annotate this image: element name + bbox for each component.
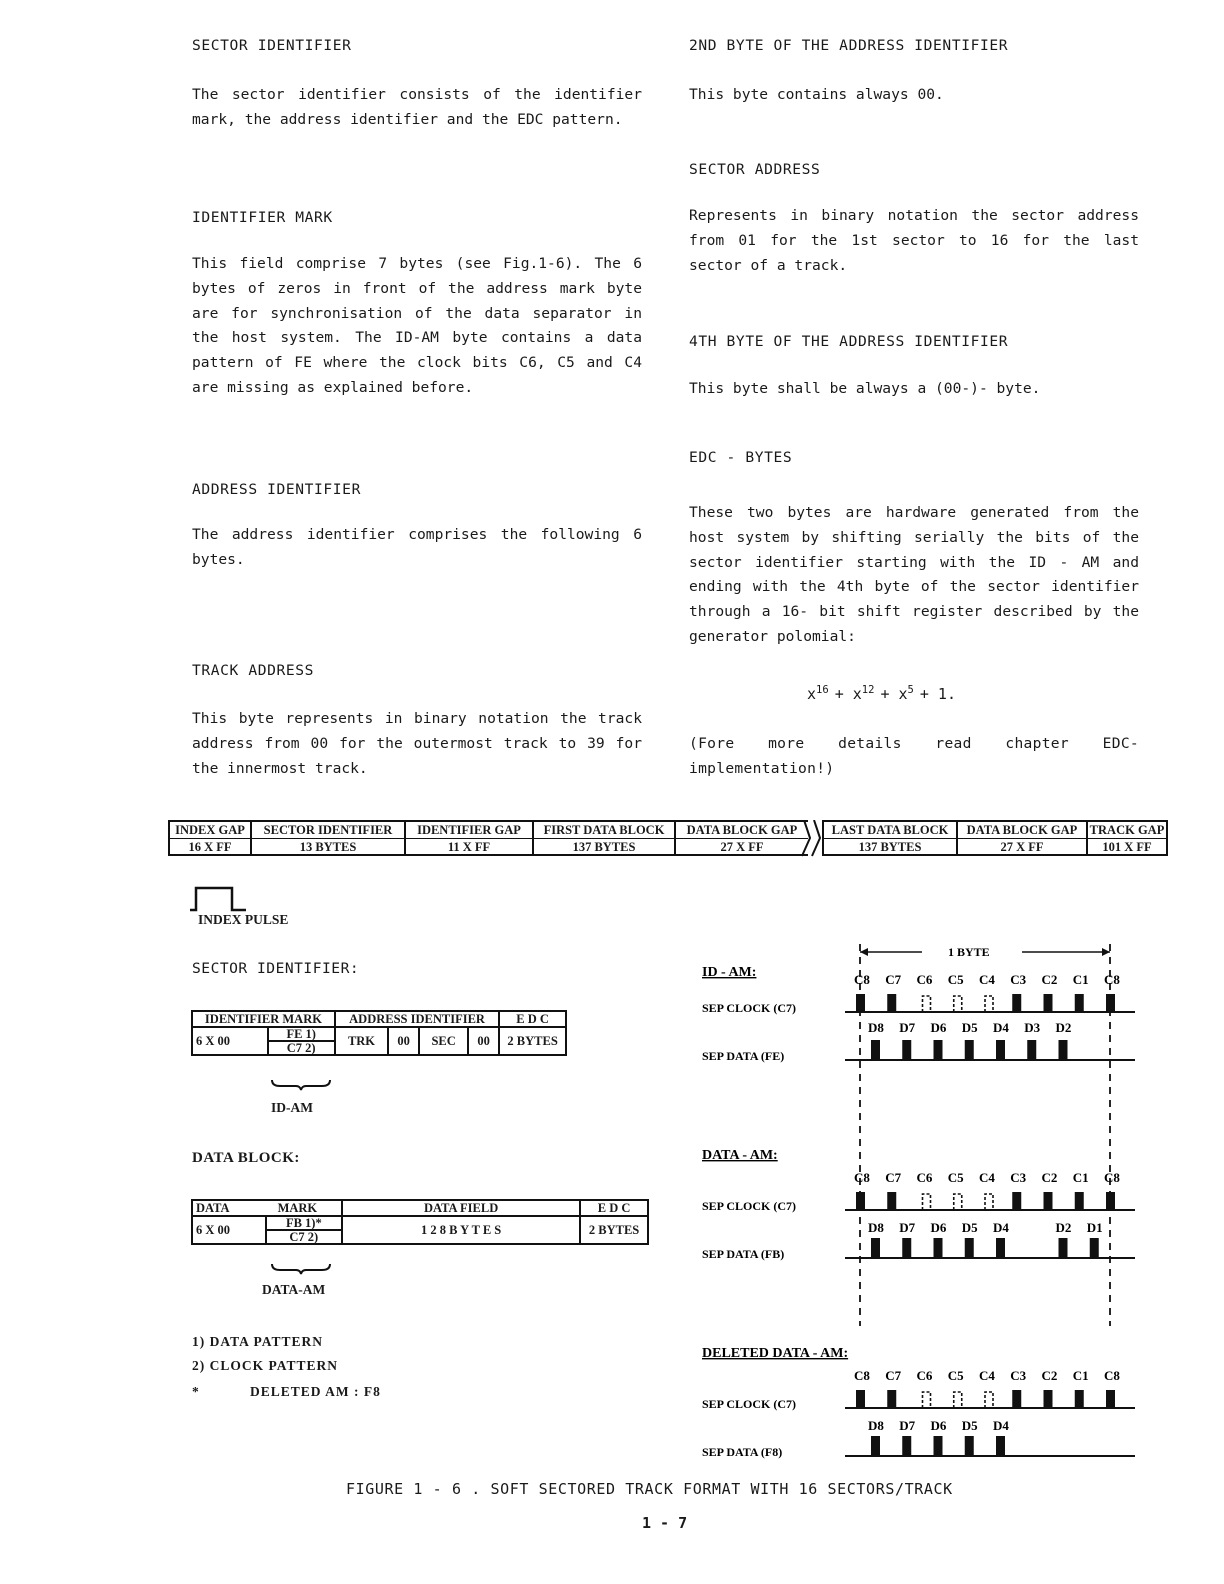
track-cell-label: DATA BLOCK GAP: [958, 822, 1086, 839]
data-pulse: [1027, 1040, 1036, 1060]
id-clock-bit-c5: C5: [947, 972, 964, 987]
missing-clock-pulse: [923, 1194, 931, 1210]
clock-pulse: [1044, 994, 1053, 1012]
missing-clock-pulse: [954, 996, 962, 1012]
da-clock-bit-c3: C3: [1010, 1170, 1027, 1185]
clock-pulse: [1012, 1192, 1021, 1210]
clock-pulse: [856, 994, 865, 1012]
para-sector-identifier: The sector identifier consists of the identifier mark, the address identifier and the EDC pattern.: [192, 86, 642, 128]
id-am-data-label: SEP DATA (FE): [702, 1049, 785, 1063]
data-field-header: DATA FIELD: [342, 1200, 580, 1216]
heading-address-identifier: ADDRESS IDENTIFIER: [192, 481, 361, 498]
edc-bytes-cell-2: 2 BYTES: [580, 1216, 648, 1244]
data-pulse: [965, 1436, 974, 1456]
da-data-bit-d8: D8: [868, 1220, 884, 1235]
id-data-bit-d6: D6: [930, 1020, 947, 1035]
data-pulse: [934, 1436, 943, 1456]
formula-term-4: + 1.: [919, 685, 956, 703]
missing-clock-pulse: [923, 996, 931, 1012]
data-pulse: [965, 1040, 974, 1060]
de-clock-bit-c4: C4: [979, 1368, 995, 1383]
data-pulse: [902, 1040, 911, 1060]
id-data-bit-d5: D5: [961, 1020, 978, 1035]
zeros-cell-2: 6 X 00: [192, 1216, 266, 1244]
de-clock-bit-c6: C6: [916, 1368, 933, 1383]
da-data-bit-d5: D5: [961, 1220, 978, 1235]
data-am-timing-label: DATA - AM:: [702, 1148, 778, 1163]
data-block-table: [191, 1199, 649, 1245]
data-pulse: [996, 1436, 1005, 1456]
para-fourth-byte: This byte shall be always a (00-)- byte.: [689, 380, 1041, 397]
track-cell-last-data-block: [822, 820, 956, 856]
clock-pulse: [887, 994, 896, 1012]
para-identifier-mark: This field comprise 7 bytes (see Fig.1-6). The 6 bytes of zeros in front of the address mark byte are for synchronisation of the data separator in the host system. The ID-AM byte contains a data pattern of FE where the clock bits C6, C5 and C4 are missing as explained before.: [192, 255, 642, 396]
missing-clock-pulse: [954, 1194, 962, 1210]
data-am-data-bits: [868, 1220, 1103, 1235]
id-am-data-bits: [868, 1020, 1071, 1035]
id-am-clock-label: SEP CLOCK (C7): [702, 1001, 797, 1015]
missing-clock-pulse: [923, 1392, 931, 1408]
footnote-data-pattern: 1) DATA PATTERN: [192, 1334, 324, 1349]
missing-clock-pulse: [954, 1392, 962, 1408]
data-am-data-label: SEP DATA (FB): [702, 1247, 785, 1261]
track-format-table: [168, 820, 1168, 858]
clock-pulse: [1075, 1192, 1084, 1210]
clock-pulse: [1106, 1390, 1115, 1408]
c7-cell: C7 2): [268, 1041, 335, 1055]
data-pulse: [902, 1436, 911, 1456]
edc-header-2: E D C: [580, 1200, 648, 1216]
track-cell-sector-identifier: [250, 820, 404, 856]
sector-identifier-title: SECTOR IDENTIFIER:: [192, 960, 360, 977]
deleted-am-clock-bits: [854, 1368, 1120, 1383]
deleted-am-data-label: SEP DATA (F8): [702, 1445, 783, 1459]
data-pulse: [902, 1238, 911, 1258]
de-clock-bit-c7: C7: [885, 1368, 902, 1383]
footnote-clock-pattern: 2) CLOCK PATTERN: [192, 1358, 339, 1373]
de-data-bit-d5: D5: [961, 1418, 978, 1433]
fe-cell: FE 1): [268, 1027, 335, 1041]
clock-pulse: [856, 1192, 865, 1210]
da-data-bit-d7: D7: [899, 1220, 916, 1235]
byte-00-cell: 00: [388, 1027, 419, 1055]
de-clock-bit-c5: C5: [947, 1368, 964, 1383]
de-clock-bit-c8: C8: [1104, 1368, 1120, 1383]
id-data-bit-d7: D7: [899, 1020, 916, 1035]
id-data-bit-d4: D4: [993, 1020, 1009, 1035]
missing-clock-pulse: [985, 1194, 993, 1210]
track-cell-value: 13 BYTES: [299, 840, 357, 854]
id-clock-bit-c7: C7: [885, 972, 902, 987]
data-header: DATA: [196, 1201, 230, 1215]
track-cell-value: 27 X FF: [720, 840, 764, 854]
deleted-am-data-bits: [868, 1418, 1009, 1433]
track-cell-identifier-gap: [404, 820, 532, 856]
page-number: 1 - 7: [642, 1514, 688, 1532]
de-clock-bit-c8: C8: [854, 1368, 870, 1383]
fb-cell: FB 1)*: [266, 1216, 343, 1230]
formula-exp-2: 12: [861, 684, 875, 696]
data-pulse: [871, 1040, 880, 1060]
track-cell-data-block-gap: [674, 820, 808, 856]
id-clock-bit-c8: C8: [1104, 972, 1120, 987]
formula-term-3: + x: [880, 685, 908, 703]
id-data-bit-d3: D3: [1024, 1020, 1041, 1035]
data-am-label: DATA-AM: [262, 1282, 326, 1297]
da-data-bit-d6: D6: [930, 1220, 947, 1235]
data-pulse: [934, 1238, 943, 1258]
da-data-bit-d4: D4: [993, 1220, 1009, 1235]
data-pulse: [996, 1040, 1005, 1060]
formula-exp-1: 16: [816, 684, 829, 696]
track-cell-value: 101 X FF: [1102, 840, 1152, 854]
data-pulse: [871, 1238, 880, 1258]
id-data-bit-d8: D8: [868, 1020, 884, 1035]
formula-exp-3: 5: [907, 684, 914, 696]
track-cell-value: 137 BYTES: [858, 840, 922, 854]
sector-identifier-table: [191, 1010, 567, 1056]
clock-pulse: [887, 1192, 896, 1210]
id-clock-bit-c1: C1: [1072, 972, 1089, 987]
da-clock-bit-c1: C1: [1072, 1170, 1089, 1185]
address-identifier-header: ADDRESS IDENTIFIER: [335, 1011, 499, 1027]
id-am-clock-bits: [854, 972, 1120, 987]
formula-term-1: x: [807, 685, 817, 703]
da-data-bit-d2: D2: [1055, 1220, 1072, 1235]
track-cell-value: 27 X FF: [1000, 840, 1044, 854]
para-address-identifier: The address identifier comprises the following 6 bytes.: [192, 526, 642, 568]
track-cell-label: LAST DATA BLOCK: [824, 822, 956, 839]
index-pulse-label: INDEX PULSE: [198, 912, 289, 927]
missing-clock-pulse: [985, 1392, 993, 1408]
data-am-data-wave: [845, 1238, 1135, 1258]
clock-pulse: [1106, 994, 1115, 1012]
id-am-clock-wave: [845, 994, 1135, 1012]
trk-cell: TRK: [335, 1027, 388, 1055]
de-data-bit-d6: D6: [930, 1418, 947, 1433]
id-clock-bit-c2: C2: [1041, 972, 1058, 987]
track-cell-label: IDENTIFIER GAP: [406, 822, 532, 839]
data-pulse: [996, 1238, 1005, 1258]
da-clock-bit-c4: C4: [979, 1170, 995, 1185]
one-byte-label: 1 BYTE: [948, 945, 990, 959]
deleted-am-clock-wave: [845, 1390, 1135, 1408]
da-clock-bit-c8: C8: [1104, 1170, 1120, 1185]
id-clock-bit-c4: C4: [979, 972, 995, 987]
clock-pulse: [1012, 994, 1021, 1012]
data-mark-header: [192, 1200, 342, 1216]
id-am-label: ID-AM: [271, 1100, 313, 1115]
de-data-bit-d7: D7: [899, 1418, 916, 1433]
de-clock-bit-c3: C3: [1010, 1368, 1027, 1383]
para-sector-address: Represents in binary notation the sector address from 01 for the 1st sector to 16 for the last sector of a track.: [689, 207, 1139, 274]
heading-track-address: TRACK ADDRESS: [192, 662, 315, 679]
heading-sector-identifier: SECTOR IDENTIFIER: [192, 37, 352, 54]
data-pulse: [1059, 1040, 1068, 1060]
clock-pulse: [887, 1390, 896, 1408]
identifier-mark-header: IDENTIFIER MARK: [192, 1011, 335, 1027]
de-data-bit-d8: D8: [868, 1418, 884, 1433]
de-clock-bit-c1: C1: [1072, 1368, 1089, 1383]
byte-00-cell-2: 00: [468, 1027, 499, 1055]
deleted-am-clock-label: SEP CLOCK (C7): [702, 1397, 797, 1411]
missing-clock-pulse: [985, 996, 993, 1012]
de-clock-bit-c2: C2: [1041, 1368, 1058, 1383]
heading-second-byte: 2ND BYTE OF THE ADDRESS IDENTIFIER: [689, 37, 1009, 54]
track-cell-label: INDEX GAP: [170, 822, 250, 839]
track-cell-value: 11 X FF: [447, 840, 491, 854]
data-pulse: [1090, 1238, 1099, 1258]
data-am-brace: [270, 1262, 332, 1276]
da-clock-bit-c2: C2: [1041, 1170, 1058, 1185]
track-cell-label: FIRST DATA BLOCK: [534, 822, 674, 839]
edc-bytes-cell: 2 BYTES: [499, 1027, 566, 1055]
figure-caption: FIGURE 1 - 6 . SOFT SECTORED TRACK FORMAT WITH 16 SECTORS/TRACK: [346, 1480, 953, 1498]
timing-diagrams: [690, 936, 1150, 1466]
index-pulse-icon: [188, 884, 248, 912]
data-pulse: [934, 1040, 943, 1060]
da-clock-bit-c5: C5: [947, 1170, 964, 1185]
data-am-clock-bits: [854, 1170, 1120, 1185]
data-am-clock-wave: [845, 1192, 1135, 1210]
track-cell-value: 137 BYTES: [572, 840, 636, 854]
de-data-bit-d4: D4: [993, 1418, 1009, 1433]
track-cell-label: DATA BLOCK GAP: [676, 822, 808, 839]
track-cell-first-data-block: [532, 820, 674, 856]
data-pulse: [965, 1238, 974, 1258]
id-data-bit-d2: D2: [1055, 1020, 1072, 1035]
track-cell-data-block-gap-2: [956, 820, 1086, 856]
id-am-timing-label: ID - AM:: [702, 965, 757, 980]
heading-sector-address: SECTOR ADDRESS: [689, 161, 821, 178]
data-am-clock-label: SEP CLOCK (C7): [702, 1199, 797, 1213]
clock-pulse: [1044, 1390, 1053, 1408]
track-cell-track-gap: [1086, 820, 1168, 856]
data-pulse: [871, 1436, 880, 1456]
heading-identifier-mark: IDENTIFIER MARK: [192, 209, 333, 226]
clock-pulse: [1012, 1390, 1021, 1408]
track-cell-value: 16 X FF: [188, 840, 232, 854]
para-second-byte: This byte contains always 00.: [689, 86, 944, 103]
clock-pulse: [1075, 994, 1084, 1012]
sec-cell: SEC: [419, 1027, 468, 1055]
clock-pulse: [1106, 1192, 1115, 1210]
data-pulse: [1059, 1238, 1068, 1258]
id-am-brace: [270, 1078, 332, 1092]
heading-fourth-byte: 4TH BYTE OF THE ADDRESS IDENTIFIER: [689, 333, 1009, 350]
deleted-am-data-wave: [845, 1436, 1135, 1456]
track-cell-index-gap: [168, 820, 250, 856]
footnote-asterisk: *: [192, 1384, 199, 1399]
generator-polynomial: [807, 678, 956, 707]
c7-cell-2: C7 2): [266, 1230, 343, 1244]
zeros-cell: 6 X 00: [192, 1027, 268, 1055]
mark-header: MARK: [277, 1201, 318, 1215]
da-clock-bit-c7: C7: [885, 1170, 902, 1185]
id-clock-bit-c8: C8: [854, 972, 870, 987]
track-cell-label: TRACK GAP: [1089, 823, 1165, 837]
para-track-address: This byte represents in binary notation the track address from 00 for the outermost track to 39 for the innermost track.: [192, 710, 642, 777]
edc-header: E D C: [499, 1011, 566, 1027]
data-block-title: DATA BLOCK:: [192, 1150, 300, 1166]
clock-pulse: [1075, 1390, 1084, 1408]
footnote-deleted-am: DELETED AM : F8: [250, 1384, 381, 1399]
clock-pulse: [1044, 1192, 1053, 1210]
id-clock-bit-c3: C3: [1010, 972, 1027, 987]
edc-note: (Fore more details read chapter EDC- implementation!): [689, 735, 1139, 777]
id-clock-bit-c6: C6: [916, 972, 933, 987]
para-edc-bytes: These two bytes are hardware generated from the host system by shifting serially the bits of the sector identifier starting with the ID - AM and ending with the 4th byte of the sector identifier through a 16- bit shift register described by the generator polomial:: [689, 504, 1139, 645]
track-cell-label: SECTOR IDENTIFIER: [252, 822, 404, 839]
heading-edc-bytes: EDC - BYTES: [689, 449, 793, 466]
da-data-bit-d1: D1: [1086, 1220, 1103, 1235]
clock-pulse: [856, 1390, 865, 1408]
byte-span: [860, 945, 1110, 959]
da-clock-bit-c8: C8: [854, 1170, 870, 1185]
formula-term-2: + x: [834, 685, 862, 703]
id-am-data-wave: [845, 1040, 1135, 1060]
field-bytes-cell: 1 2 8 B Y T E S: [342, 1216, 580, 1244]
deleted-am-timing-label: DELETED DATA - AM:: [702, 1346, 849, 1361]
da-clock-bit-c6: C6: [916, 1170, 933, 1185]
